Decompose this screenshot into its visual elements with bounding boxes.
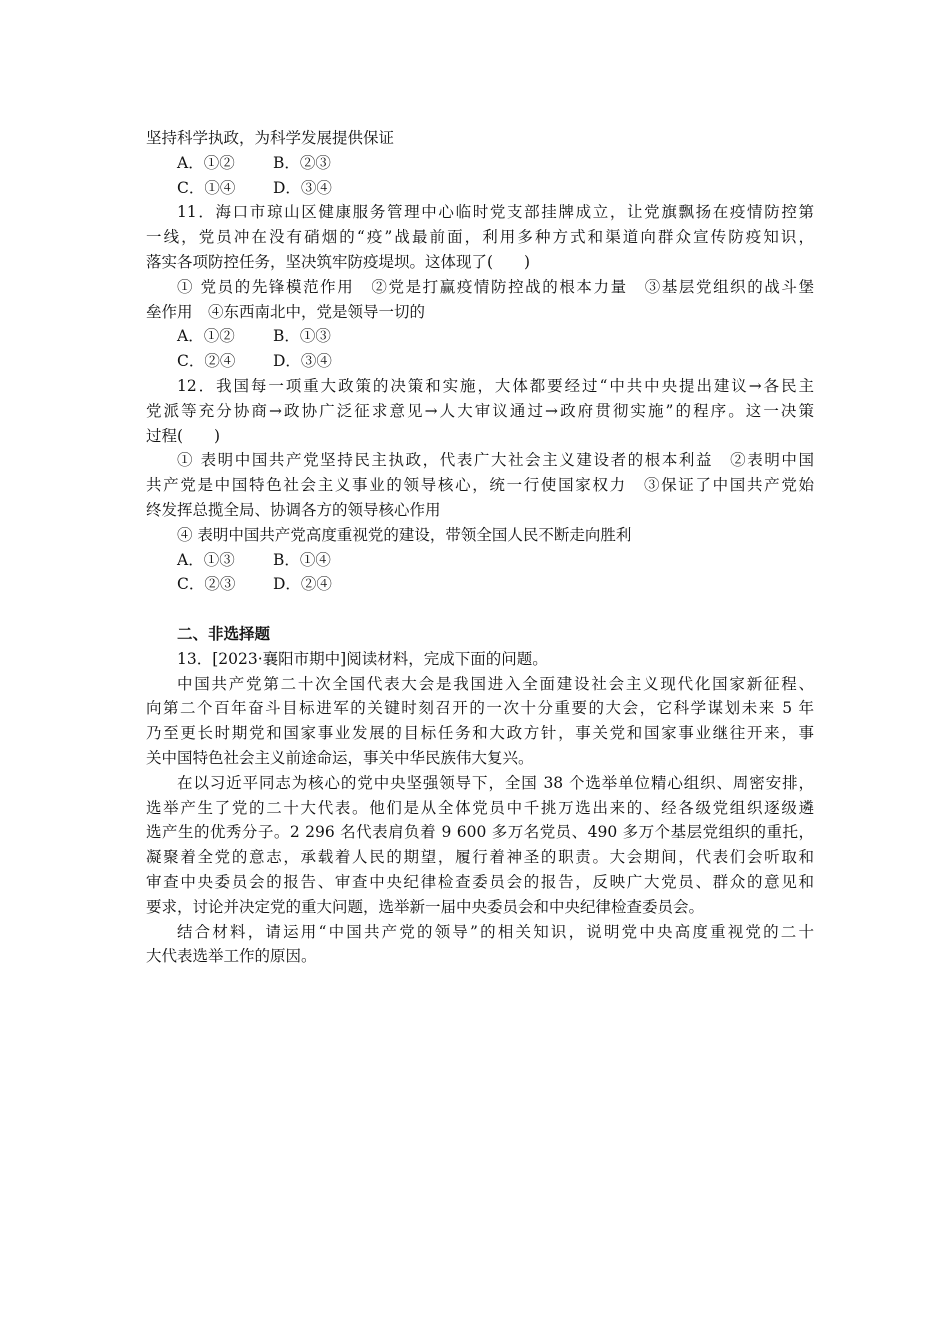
- q13-para2-line-5: 审查中央委员会的报告、审查中央纪律检查委员会的报告，反映广大党员、群众的意见和: [146, 872, 814, 891]
- q13-para1-line-4: 关中国特色社会主义前途命运，事关中华民族伟大复兴。: [146, 748, 534, 767]
- q13-para1-line-1: 中国共产党第二十次全国代表大会是我国进入全面建设社会主义现代化国家新征程、: [177, 674, 814, 693]
- q10-options-row-2: [146, 176, 814, 201]
- q12-statement-line-1: ① 表明中国共产党坚持民主执政，代表广大社会主义建设者的根本利益 ②表明中国: [177, 451, 814, 470]
- q11-option-b[interactable]: B．①③: [273, 327, 331, 346]
- q13-para1-line-3: 乃至更长时期党和国家事业发展的目标任务和大政方针，事关党和国家事业继往开来，事: [146, 724, 814, 743]
- q12-stem-line-3: 过程( ): [146, 426, 221, 445]
- q11-options-row-1: [146, 324, 814, 349]
- q11-option-c[interactable]: C．②④: [177, 352, 236, 371]
- q12-options-row-2: [146, 572, 814, 597]
- q12-options-row-1: [146, 548, 814, 573]
- q11-option-d[interactable]: D．③④: [273, 352, 332, 371]
- q12-statement-line-4: ④ 表明中国共产党高度重视党的建设，带领全国人民不断走向胜利: [177, 525, 632, 544]
- q12-statement-line-2: 共产党是中国特色社会主义事业的领导核心，统一行使国家权力 ③保证了中国共产党始: [146, 476, 814, 495]
- q11-options-row-2: [146, 349, 814, 374]
- q13-para2-line-4: 凝聚着全党的意志，承载着人民的期望，履行着神圣的职责。大会期间，代表们会听取和: [146, 848, 814, 867]
- q11-statement-line-1: ① 党员的先锋模范作用 ②党是打赢疫情防控战的根本力量 ③基层党组织的战斗堡: [177, 277, 814, 296]
- q12-statement-line-3: 终发挥总揽全局、协调各方的领导核心作用: [146, 500, 441, 519]
- q13-question-line-2: 大代表选举工作的原因。: [146, 947, 317, 966]
- q13-question-line-1: 结合材料，请运用“中国共产党的领导”的相关知识，说明党中央高度重视党的二十: [177, 922, 814, 941]
- q13-para2-line-2: 选举产生了党的二十大代表。他们是从全体党员中千挑万选出来的、经各级党组织逐级遴: [146, 798, 814, 817]
- q11-statement-line-2: 垒作用 ④东西南北中，党是领导一切的: [146, 302, 426, 321]
- q13-para2-line-3: 选产生的优秀分子。2 296 名代表肩负着 9 600 多万名党员、490 多万个基层党组织的重托，: [146, 823, 814, 842]
- q13-intro: 13．[2023·襄阳市期中]阅读材料，完成下面的问题。: [177, 649, 548, 668]
- q11-option-a[interactable]: A．①②: [177, 327, 235, 346]
- q11-stem-line-1: 11．海口市琼山区健康服务管理中心临时党支部挂牌成立，让党旗飘扬在疫情防控第: [177, 203, 814, 222]
- q11-stem-line-2: 一线，党员冲在没有硝烟的“疫”战最前面，利用多种方式和渠道向群众宣传防疫知识，: [146, 228, 814, 247]
- q11-stem-line-3: 落实各项防控任务，坚决筑牢防疫堤坝。这体现了( ): [146, 252, 531, 271]
- section2-heading: 二、非选择题: [177, 624, 271, 643]
- q10-options-row-1: [146, 151, 814, 176]
- q13-para2-line-1: 在以习近平同志为核心的党中央坚强领导下，全国 38 个选举单位精心组织、周密安排，: [177, 773, 814, 792]
- q12-option-a[interactable]: A．①③: [177, 550, 235, 569]
- q10-option-a[interactable]: A．①②: [177, 153, 235, 172]
- q10-option-c[interactable]: C．①④: [177, 178, 236, 197]
- q10-option-b[interactable]: B．②③: [273, 153, 331, 172]
- document-page: [146, 126, 814, 969]
- q12-stem-line-1: 12．我国每一项重大政策的决策和实施，大体都要经过“中共中央提出建议→各民主: [177, 376, 814, 395]
- q10-stem-tail: 坚持科学执政，为科学发展提供保证: [146, 129, 395, 147]
- q12-stem-line-2: 党派等充分协商→政协广泛征求意见→人大审议通过→政府贯彻实施”的程序。这一决策: [146, 401, 814, 420]
- q12-option-d[interactable]: D．②④: [273, 575, 332, 594]
- q13-para2-line-6: 要求，讨论并决定党的重大问题，选举新一届中央委员会和中央纪律检查委员会。: [146, 897, 705, 916]
- q12-option-b[interactable]: B．①④: [273, 550, 331, 569]
- q13-para1-line-2: 向第二个百年奋斗目标进军的关键时刻召开的一次十分重要的大会，它科学谋划未来 5 年: [146, 699, 814, 718]
- q12-option-c[interactable]: C．②③: [177, 575, 236, 594]
- section-spacer: [146, 597, 814, 622]
- q10-option-d[interactable]: D．③④: [273, 178, 332, 197]
